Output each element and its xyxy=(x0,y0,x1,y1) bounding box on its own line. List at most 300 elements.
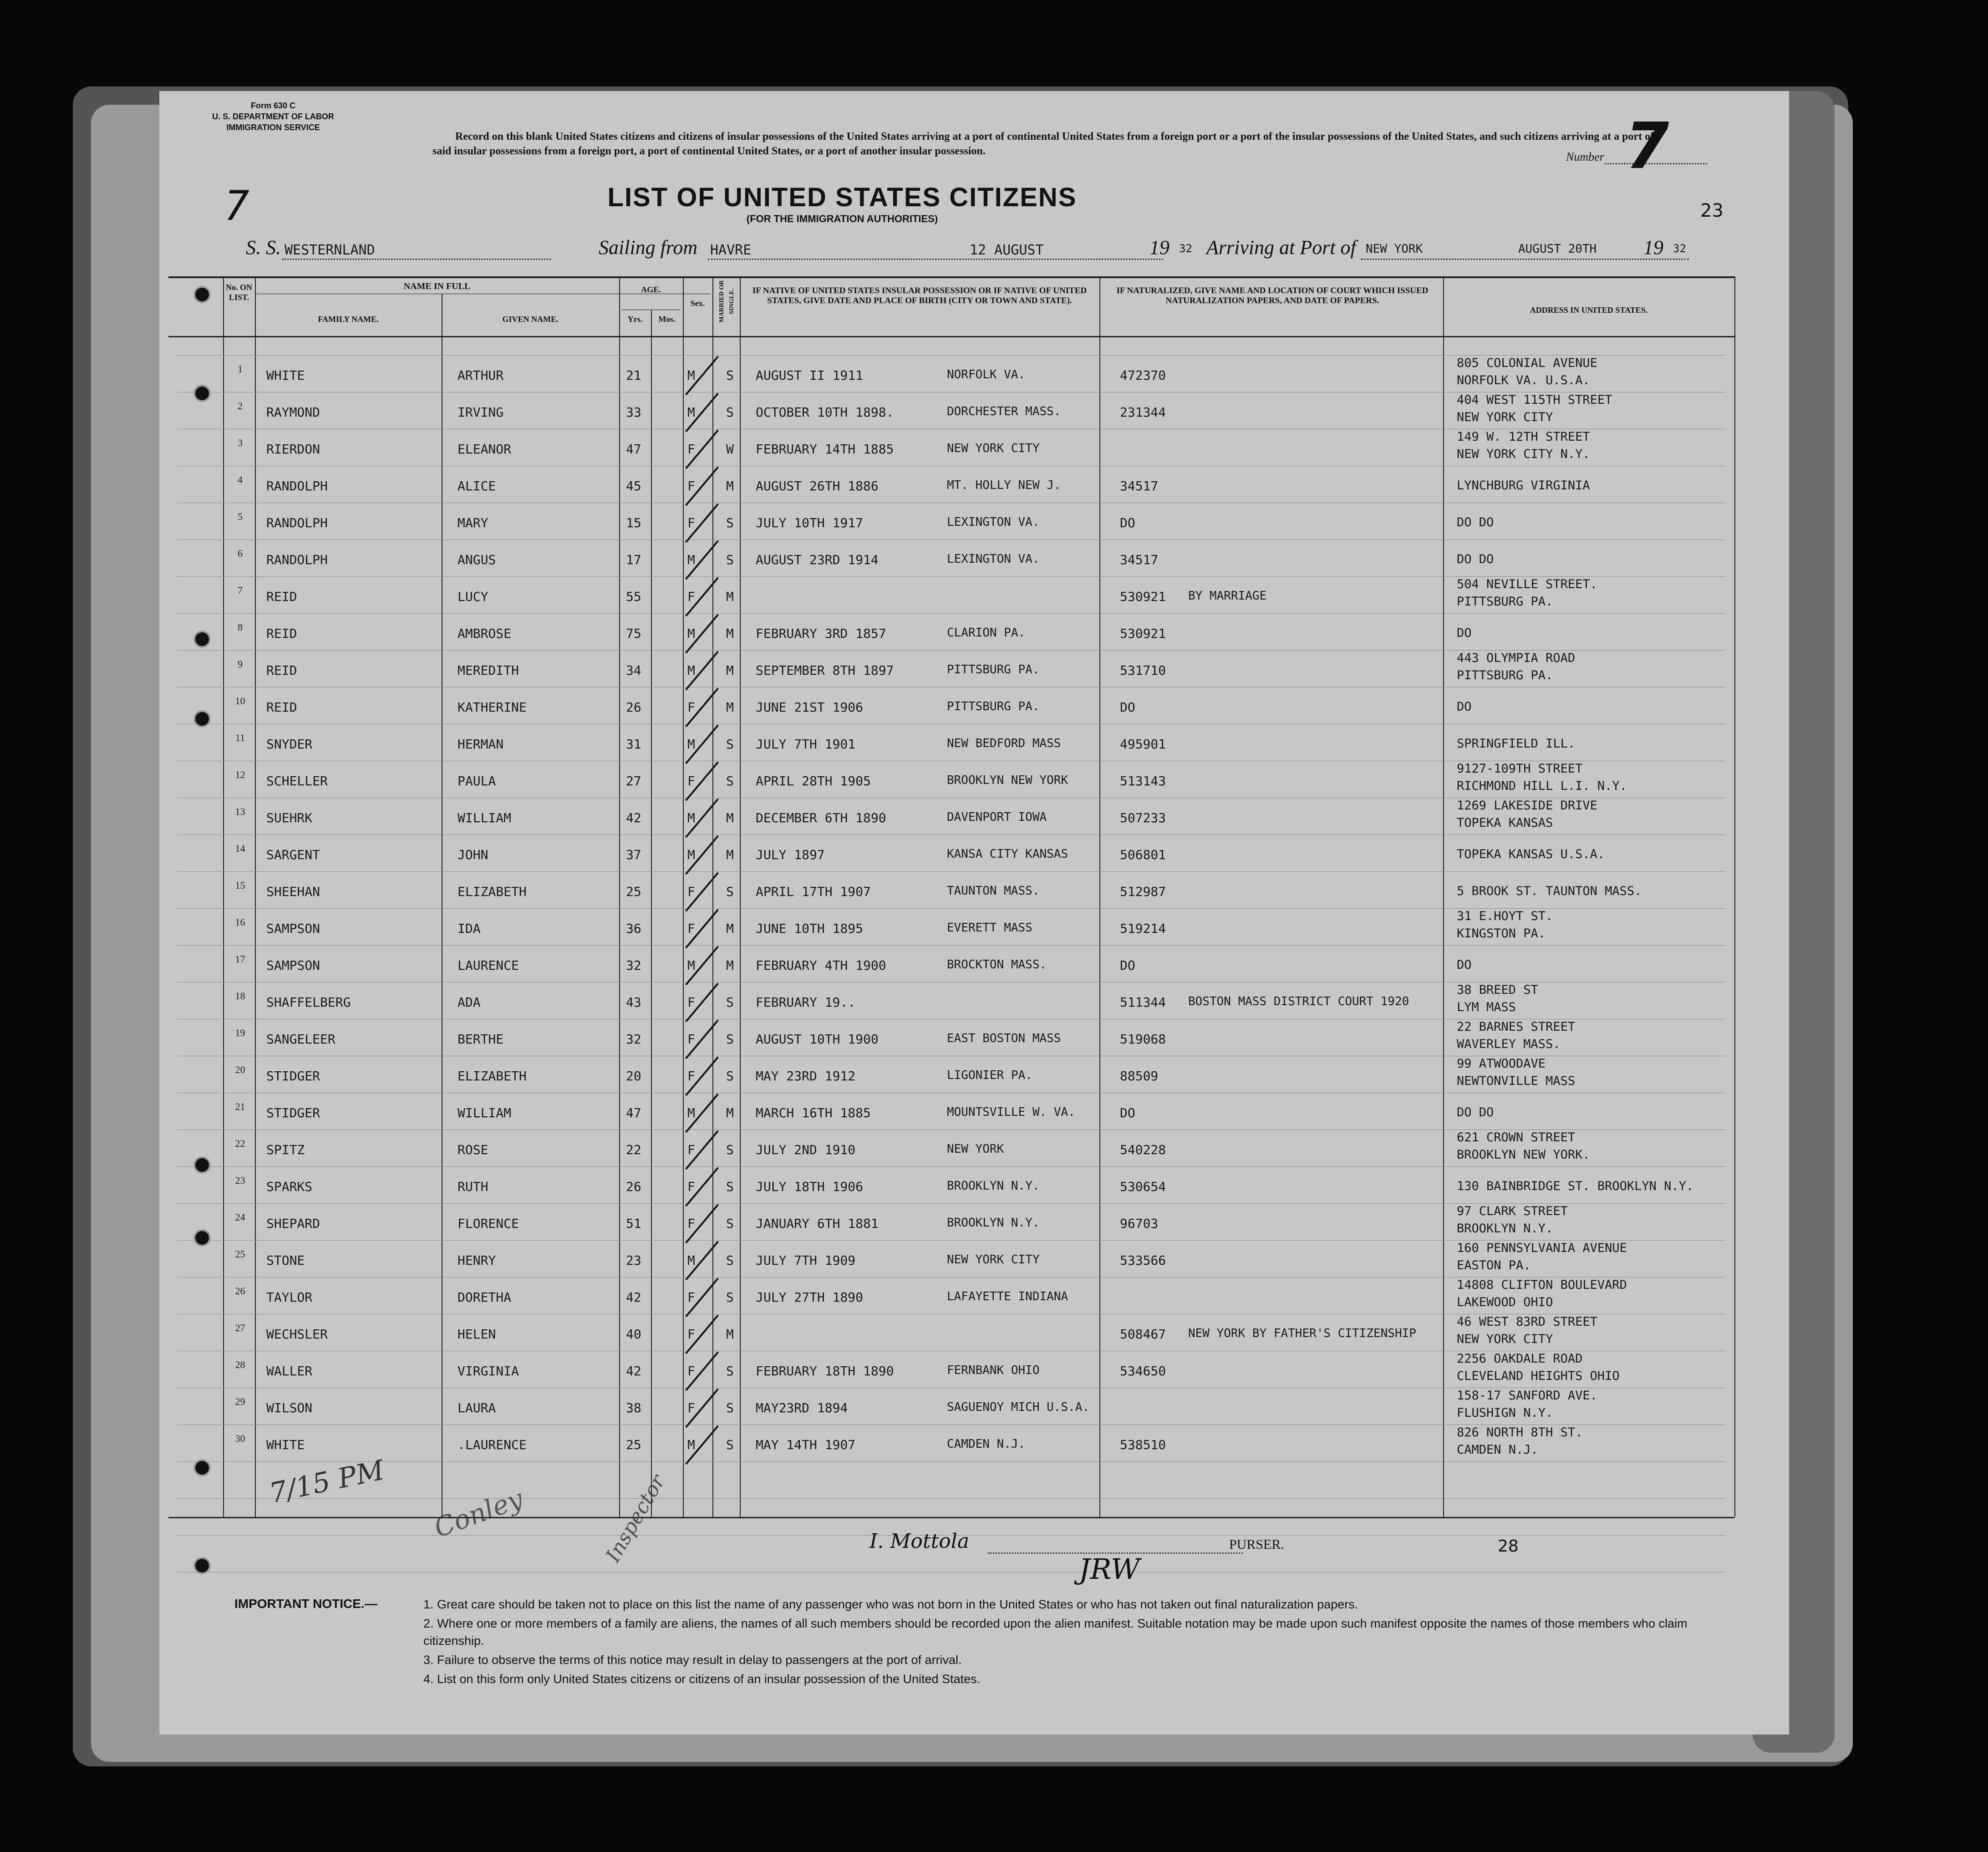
cell-age: 26 xyxy=(626,700,641,715)
ruled-line xyxy=(178,1498,1725,1499)
cell-birth-place: BROOKLYN N.Y. xyxy=(947,1179,1040,1193)
to-year: 32 xyxy=(1673,242,1686,255)
cell-given: VIRGINIA xyxy=(458,1364,519,1379)
cell-no: 14 xyxy=(235,843,245,854)
cell-court: BOSTON MASS DISTRICT COURT 1920 xyxy=(1188,995,1409,1008)
cell-no: 21 xyxy=(235,1101,245,1112)
cell-sex: F xyxy=(687,478,695,494)
cell-family: SHEEHAN xyxy=(266,884,320,899)
cell-ms: S xyxy=(726,1216,734,1231)
cell-addr1: 9127-109TH STREET xyxy=(1457,762,1583,776)
cell-addr1: DO xyxy=(1457,626,1472,640)
cell-sex: F xyxy=(687,1032,695,1047)
cell-given: AMBROSE xyxy=(458,626,512,641)
cell-birth-date: APRIL 28TH 1905 xyxy=(756,773,871,789)
sailing-line xyxy=(708,259,1163,260)
table-row xyxy=(159,613,1789,650)
cell-addr1: 97 CLARK STREET xyxy=(1457,1204,1568,1218)
cell-age: 38 xyxy=(626,1400,641,1415)
cell-age: 47 xyxy=(626,1105,641,1120)
cell-ms: S xyxy=(726,737,734,752)
cell-ms: S xyxy=(726,773,734,789)
cell-nat-no: 34517 xyxy=(1120,552,1159,567)
cell-family: SANGELEER xyxy=(266,1032,336,1047)
header-married-or-single: MARRIED OR SINGLE. xyxy=(718,280,735,323)
cell-addr1: 130 BAINBRIDGE ST. BROOKLYN N.Y. xyxy=(1457,1179,1694,1193)
cell-given: BERTHE xyxy=(458,1032,504,1047)
cell-birth-place: DAVENPORT IOWA xyxy=(947,810,1047,824)
cell-sex: M xyxy=(687,737,695,752)
cell-addr2: NEWTONVILLE MASS xyxy=(1457,1074,1576,1088)
table-row xyxy=(159,834,1789,871)
cell-ms: S xyxy=(726,1179,734,1194)
punch-hole xyxy=(193,286,211,303)
cell-addr1: 160 PENNSYLVANIA AVENUE xyxy=(1457,1241,1627,1255)
cell-age: 36 xyxy=(626,921,641,936)
cell-addr2: NEW YORK CITY xyxy=(1457,1332,1553,1346)
purser-label: PURSER. xyxy=(1229,1537,1284,1552)
table-row xyxy=(159,687,1789,723)
cell-sex: M xyxy=(687,663,695,678)
cell-age: 26 xyxy=(626,1179,641,1194)
cell-ms: S xyxy=(726,884,734,899)
cell-age: 45 xyxy=(626,478,641,494)
cell-sex: M xyxy=(687,1105,695,1120)
cell-no: 10 xyxy=(235,695,245,707)
to-date: AUGUST 20TH xyxy=(1518,242,1597,256)
cell-age: 40 xyxy=(626,1327,641,1342)
cell-no: 16 xyxy=(235,916,245,928)
cell-addr2: BROOKLYN NEW YORK. xyxy=(1457,1148,1590,1162)
cell-birth-date: AUGUST 26TH 1886 xyxy=(756,478,879,494)
cell-nat-no: 531710 xyxy=(1120,663,1166,678)
punch-hole xyxy=(193,1229,211,1247)
cell-birth-date: JULY 27TH 1890 xyxy=(756,1290,864,1305)
purser-initials: JRW xyxy=(1079,1552,1140,1586)
cell-birth-place: PITTSBURG PA. xyxy=(947,700,1040,713)
notice-item-1: 1. Great care should be taken not to place on this list the name of any passenger who was not born in the United States or who has not taken out final naturalization papers. xyxy=(423,1598,1358,1611)
cell-birth-place: SAGUENOY MICH U.S.A. xyxy=(947,1400,1090,1414)
cell-birth-date: APRIL 17TH 1907 xyxy=(756,884,871,899)
cell-ms: S xyxy=(726,515,734,530)
cell-ms: S xyxy=(726,995,734,1010)
year-prefix-2: 19 xyxy=(1643,236,1663,259)
cell-nat-no: 533566 xyxy=(1120,1253,1166,1268)
cell-nat-no: 530654 xyxy=(1120,1179,1166,1194)
cell-sex: F xyxy=(687,589,695,604)
purser-signature: I. Mottola xyxy=(869,1530,970,1553)
header-birth: IF NATIVE OF UNITED STATES INSULAR POSSESSION OR IF NATIVE OF UNITED STATES, GIVE DATE AND PLACE OF BIRTH (CITY OR TOWN AND STATE). xyxy=(752,286,1087,305)
cell-no: 4 xyxy=(238,474,243,485)
cell-family: STIDGER xyxy=(266,1068,320,1084)
cell-age: 22 xyxy=(626,1142,641,1157)
cell-no: 9 xyxy=(238,658,243,670)
cell-family: SHEPARD xyxy=(266,1216,320,1231)
table-row xyxy=(159,1019,1789,1055)
cell-birth-place: BROOKLYN NEW YORK xyxy=(947,773,1068,787)
cell-family: WHITE xyxy=(266,368,305,383)
cell-addr1: 149 W. 12TH STREET xyxy=(1457,430,1590,444)
service-name: IMMIGRATION SERVICE xyxy=(226,123,320,132)
cell-nat-no: 511344 xyxy=(1120,995,1166,1010)
cell-birth-date: JUNE 10TH 1895 xyxy=(756,921,864,936)
cell-age: 47 xyxy=(626,442,641,457)
cell-no: 27 xyxy=(235,1322,245,1333)
table-row xyxy=(159,1351,1789,1387)
cell-given: ALICE xyxy=(458,478,496,494)
cell-birth-place: EAST BOSTON MASS xyxy=(947,1032,1061,1045)
cell-addr1: DO DO xyxy=(1457,552,1494,566)
cell-given: DORETHA xyxy=(458,1290,512,1305)
cell-birth-place: NORFOLK VA. xyxy=(947,368,1026,382)
cell-birth-place: LAFAYETTE INDIANA xyxy=(947,1290,1068,1303)
cell-birth-date: DECEMBER 6TH 1890 xyxy=(756,810,886,825)
cell-ms: S xyxy=(726,1437,734,1452)
cell-addr1: DO DO xyxy=(1457,1105,1494,1119)
cell-ms: S xyxy=(726,405,734,420)
cell-nat-no: 530921 xyxy=(1120,626,1166,641)
cell-addr1: TOPEKA KANSAS U.S.A. xyxy=(1457,847,1605,861)
cell-birth-date: AUGUST 23RD 1914 xyxy=(756,552,879,567)
cell-addr1: 99 ATWOODAVE xyxy=(1457,1057,1546,1071)
cell-sex: M xyxy=(687,626,695,641)
cell-ms: M xyxy=(726,810,734,825)
cell-given: MEREDITH xyxy=(458,663,519,678)
cell-birth-place: BROCKTON MASS. xyxy=(947,958,1047,972)
cell-ms: M xyxy=(726,663,734,678)
cell-addr1: 22 BARNES STREET xyxy=(1457,1020,1576,1034)
cell-ms: S xyxy=(726,1142,734,1157)
from-port: HAVRE xyxy=(710,242,752,258)
cell-nat-no: 513143 xyxy=(1120,773,1166,789)
table-row xyxy=(159,761,1789,797)
cell-addr1: 46 WEST 83RD STREET xyxy=(1457,1315,1597,1329)
cell-family: STONE xyxy=(266,1253,305,1268)
cell-sex: F xyxy=(687,1400,695,1415)
cell-age: 25 xyxy=(626,1437,641,1452)
table-row xyxy=(159,503,1789,539)
cell-birth-place: BROOKLYN N.Y. xyxy=(947,1216,1040,1230)
cell-birth-place: MT. HOLLY NEW J. xyxy=(947,478,1061,492)
cell-birth-place: NEW YORK CITY xyxy=(947,1253,1040,1267)
cell-addr2: WAVERLEY MASS. xyxy=(1457,1037,1561,1051)
cell-addr2: LAKEWOOD OHIO xyxy=(1457,1295,1553,1309)
table-row xyxy=(159,945,1789,982)
cell-addr2: CLEVELAND HEIGHTS OHIO xyxy=(1457,1369,1620,1383)
cell-given: ROSE xyxy=(458,1142,488,1157)
cell-birth-place: LIGONIER PA. xyxy=(947,1068,1032,1082)
cell-sex: F xyxy=(687,700,695,715)
cell-nat-no: 472370 xyxy=(1120,368,1166,383)
cell-addr1: 826 NORTH 8TH ST. xyxy=(1457,1425,1583,1440)
cell-birth-date: MAY23RD 1894 xyxy=(756,1400,848,1415)
table-row xyxy=(159,1166,1789,1203)
cell-given: WILLIAM xyxy=(458,810,512,825)
cell-ms: S xyxy=(726,552,734,567)
punch-hole xyxy=(193,1557,211,1574)
cell-addr2: PITTSBURG PA. xyxy=(1457,595,1553,609)
cell-birth-place: NEW BEDFORD MASS xyxy=(947,737,1061,750)
cell-family: REID xyxy=(266,663,297,678)
cell-no: 7 xyxy=(238,585,243,596)
cell-no: 22 xyxy=(235,1138,245,1149)
cell-family: REID xyxy=(266,589,297,604)
cell-birth-date: AUGUST 10TH 1900 xyxy=(756,1032,879,1047)
cell-family: SCHELLER xyxy=(266,773,328,789)
cell-birth-date: JULY 10TH 1917 xyxy=(756,515,864,530)
cell-sex: M xyxy=(687,405,695,420)
cell-no: 19 xyxy=(235,1027,245,1038)
cell-addr2: CAMDEN N.J. xyxy=(1457,1443,1538,1457)
cell-no: 23 xyxy=(235,1175,245,1186)
cell-addr2: NEW YORK CITY N.Y. xyxy=(1457,447,1590,461)
cell-given: ARTHUR xyxy=(458,368,504,383)
cell-no: 29 xyxy=(235,1396,245,1407)
cell-family: SPARKS xyxy=(266,1179,313,1194)
cell-addr1: 404 WEST 115TH STREET xyxy=(1457,393,1612,407)
header-yrs: Yrs. xyxy=(627,315,643,324)
year-prefix-1: 19 xyxy=(1149,236,1169,259)
cell-birth-place: KANSA CITY KANSAS xyxy=(947,847,1068,861)
cell-no: 3 xyxy=(238,437,243,448)
cell-sex: M xyxy=(687,1253,695,1268)
cell-family: WECHSLER xyxy=(266,1327,328,1342)
cell-addr2: LYM MASS xyxy=(1457,1000,1516,1014)
cell-no: 17 xyxy=(235,953,245,965)
cell-sex: F xyxy=(687,1327,695,1342)
cell-age: 42 xyxy=(626,810,641,825)
cell-addr2: EASTON PA. xyxy=(1457,1258,1531,1272)
cell-addr1: DO DO xyxy=(1457,515,1494,529)
cell-ms: M xyxy=(726,626,734,641)
time-note: 7/15 PM xyxy=(266,1454,387,1510)
cell-nat-no: 508467 xyxy=(1120,1327,1166,1342)
table-row xyxy=(159,724,1789,760)
cell-birth-place: TAUNTON MASS. xyxy=(947,884,1040,898)
cell-addr1: 1269 LAKESIDE DRIVE xyxy=(1457,799,1597,813)
cell-age: 15 xyxy=(626,515,641,530)
ruled-line xyxy=(178,1461,1725,1462)
cell-no: 5 xyxy=(238,511,243,522)
cell-ms: S xyxy=(726,1290,734,1305)
cell-given: FLORENCE xyxy=(458,1216,519,1231)
cell-no: 24 xyxy=(235,1211,245,1223)
manifest-page xyxy=(159,91,1789,1735)
cell-birth-date: FEBRUARY 4TH 1900 xyxy=(756,958,886,973)
cell-no: 6 xyxy=(238,548,243,559)
cell-no: 20 xyxy=(235,1064,245,1075)
cell-no: 12 xyxy=(235,769,245,780)
cell-birth-date: FEBRUARY 14TH 1885 xyxy=(756,442,894,457)
punch-hole xyxy=(193,1156,211,1174)
cell-birth-place: NEW YORK xyxy=(947,1142,1004,1156)
document-subtitle: (FOR THE IMMIGRATION AUTHORITIES) xyxy=(746,213,938,224)
cell-birth-date: JULY 7TH 1901 xyxy=(756,737,856,752)
cell-addr1: 158-17 SANFORD AVE. xyxy=(1457,1389,1597,1403)
cell-nat-no: 88509 xyxy=(1120,1068,1159,1084)
cell-family: WALLER xyxy=(266,1364,313,1379)
cell-addr2: RICHMOND HILL L.I. N.Y. xyxy=(1457,779,1627,793)
table-row xyxy=(159,908,1789,945)
header-mos: Mos. xyxy=(658,315,676,324)
cell-nat-no: DO xyxy=(1120,515,1135,530)
cell-age: 25 xyxy=(626,884,641,899)
cell-no: 13 xyxy=(235,806,245,817)
cell-ms: M xyxy=(726,921,734,936)
cell-given: HERMAN xyxy=(458,737,504,752)
cell-addr2: NEW YORK CITY xyxy=(1457,410,1553,424)
table-row xyxy=(159,1277,1789,1313)
cell-age: 33 xyxy=(626,405,641,420)
cell-nat-no: 519068 xyxy=(1120,1032,1166,1047)
punch-hole xyxy=(193,1459,211,1476)
cell-family: RANDOLPH xyxy=(266,515,328,530)
cell-sex: F xyxy=(687,515,695,530)
cell-age: 55 xyxy=(626,589,641,604)
table-row xyxy=(159,1203,1789,1240)
cell-addr1: 14808 CLIFTON BOULEVARD xyxy=(1457,1278,1627,1292)
cell-no: 28 xyxy=(235,1359,245,1370)
cell-given: JOHN xyxy=(458,847,488,862)
cell-no: 25 xyxy=(235,1248,245,1260)
sailing-label: Sailing from xyxy=(599,236,698,259)
cell-family: WILSON xyxy=(266,1400,313,1415)
cell-ms: M xyxy=(726,1105,734,1120)
cell-nat-no: DO xyxy=(1120,1105,1135,1120)
cell-nat-no: 96703 xyxy=(1120,1216,1159,1231)
punch-hole xyxy=(193,710,211,728)
cell-addr2: BROOKLYN N.Y. xyxy=(1457,1221,1553,1236)
cell-ms: S xyxy=(726,1364,734,1379)
cell-no: 2 xyxy=(238,400,243,412)
cell-nat-no: 534650 xyxy=(1120,1364,1166,1379)
cell-family: RANDOLPH xyxy=(266,478,328,494)
cell-nat-no: 231344 xyxy=(1120,405,1166,420)
cell-addr1: 621 CROWN STREET xyxy=(1457,1130,1576,1145)
table-bottom-border xyxy=(168,1517,1734,1518)
cell-sex: F xyxy=(687,921,695,936)
cell-given: LAURENCE xyxy=(458,958,519,973)
header-bottom-border xyxy=(168,336,1734,337)
department-name: U. S. DEPARTMENT OF LABOR xyxy=(212,112,334,121)
notice-heading: IMPORTANT NOTICE.— xyxy=(234,1597,377,1611)
cell-sex: F xyxy=(687,1179,695,1194)
cell-no: 15 xyxy=(235,880,245,891)
cell-sex: M xyxy=(687,810,695,825)
table-row xyxy=(159,871,1789,908)
footer-number: 28 xyxy=(1498,1537,1519,1556)
cell-no: 8 xyxy=(238,621,243,633)
cell-court: BY MARRIAGE xyxy=(1188,589,1267,603)
from-year: 32 xyxy=(1179,242,1192,255)
cell-family: WHITE xyxy=(266,1437,305,1452)
cell-addr1: SPRINGFIELD ILL. xyxy=(1457,737,1576,751)
cell-given: WILLIAM xyxy=(458,1105,512,1120)
cell-ms: S xyxy=(726,1068,734,1084)
cell-family: SARGENT xyxy=(266,847,320,862)
cell-no: 1 xyxy=(238,363,243,375)
cell-birth-date: MAY 23RD 1912 xyxy=(756,1068,856,1084)
cell-birth-date: MARCH 16TH 1885 xyxy=(756,1105,871,1120)
cell-family: SHAFFELBERG xyxy=(266,995,351,1010)
cell-family: RAYMOND xyxy=(266,405,320,420)
cell-age: 75 xyxy=(626,626,641,641)
cell-addr1: 38 BREED ST xyxy=(1457,983,1538,997)
cell-addr2: NORFOLK VA. U.S.A. xyxy=(1457,373,1590,387)
cell-nat-no: 507233 xyxy=(1120,810,1166,825)
cell-given: .LAURENCE xyxy=(458,1437,527,1452)
cell-birth-date: JULY 2ND 1910 xyxy=(756,1142,856,1157)
cell-nat-no: 540228 xyxy=(1120,1142,1166,1157)
cell-addr1: 805 COLONIAL AVENUE xyxy=(1457,356,1597,370)
cell-birth-date: JUNE 21ST 1906 xyxy=(756,700,864,715)
cell-nat-no: 34517 xyxy=(1120,478,1159,494)
cell-addr1: 5 BROOK ST. TAUNTON MASS. xyxy=(1457,884,1642,898)
cell-age: 21 xyxy=(626,368,641,383)
document-title: LIST OF UNITED STATES CITIZENS xyxy=(607,183,1077,212)
cell-birth-place: NEW YORK CITY xyxy=(947,442,1040,455)
cell-family: RIERDON xyxy=(266,442,320,457)
to-port: NEW YORK xyxy=(1366,242,1423,256)
cell-sex: F xyxy=(687,773,695,789)
cell-birth-date: JANUARY 6TH 1881 xyxy=(756,1216,879,1231)
cell-addr2: KINGSTON PA. xyxy=(1457,926,1546,941)
cell-given: ELIZABETH xyxy=(458,1068,527,1084)
punch-hole xyxy=(193,385,211,402)
form-identifier xyxy=(196,100,351,133)
table-row xyxy=(159,1388,1789,1424)
cell-birth-date: MAY 14TH 1907 xyxy=(756,1437,856,1452)
cell-nat-no: DO xyxy=(1120,700,1135,715)
cell-age: 31 xyxy=(626,737,641,752)
cell-given: LUCY xyxy=(458,589,488,604)
cell-nat-no: 506801 xyxy=(1120,847,1166,862)
cell-birth-place: CLARION PA. xyxy=(947,626,1026,640)
cell-given: ELEANOR xyxy=(458,442,512,457)
cell-ms: S xyxy=(726,1400,734,1415)
cell-addr2: PITTSBURG PA. xyxy=(1457,668,1553,682)
cell-sex: F xyxy=(687,995,695,1010)
cell-birth-place: PITTSBURG PA. xyxy=(947,663,1040,677)
cell-birth-place: LEXINGTON VA. xyxy=(947,552,1040,566)
cell-family: STIDGER xyxy=(266,1105,320,1120)
page-number: 23 xyxy=(1700,200,1724,221)
header-address: ADDRESS IN UNITED STATES. xyxy=(1530,305,1648,315)
punch-hole xyxy=(193,631,211,648)
cell-no: 26 xyxy=(235,1285,245,1297)
cell-family: SAMPSON xyxy=(266,958,320,973)
cell-family: TAYLOR xyxy=(266,1290,313,1305)
cell-birth-place: MOUNTSVILLE W. VA. xyxy=(947,1105,1075,1119)
table-row xyxy=(159,539,1789,576)
table-row xyxy=(159,576,1789,613)
cell-age: 32 xyxy=(626,1032,641,1047)
cell-birth-date: FEBRUARY 19.. xyxy=(756,995,856,1010)
cell-given: IRVING xyxy=(458,405,504,420)
cell-given: PAULA xyxy=(458,773,496,789)
cell-ms: S xyxy=(726,1032,734,1047)
cell-birth-place: LEXINGTON VA. xyxy=(947,515,1040,529)
notice-item-3: 3. Failure to observe the terms of this notice may result in delay to passengers at the port of arrival. xyxy=(423,1653,962,1667)
cell-age: 43 xyxy=(626,995,641,1010)
cell-sex: F xyxy=(687,1364,695,1379)
cell-nat-no: 538510 xyxy=(1120,1437,1166,1452)
table-row xyxy=(159,1056,1789,1092)
cell-ms: M xyxy=(726,1327,734,1342)
cell-addr1: DO xyxy=(1457,958,1472,972)
cell-birth-place: CAMDEN N.J. xyxy=(947,1437,1026,1451)
table-row xyxy=(159,355,1789,392)
